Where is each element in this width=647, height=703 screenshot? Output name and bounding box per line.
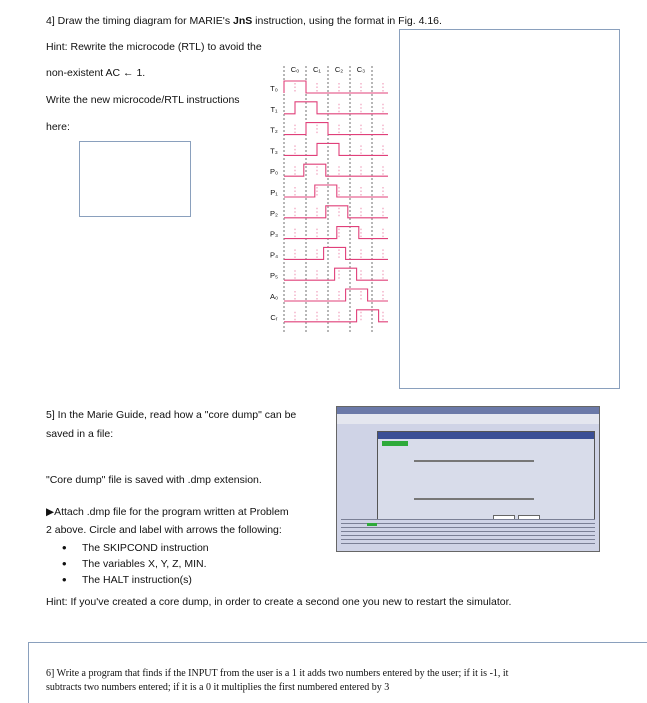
timing-column-label: C₀ — [290, 65, 300, 74]
q4-hint: Hint: Rewrite the microcode (RTL) to avoid the — [46, 41, 262, 53]
timing-column-label: C₁ — [313, 65, 321, 74]
timing-row-label: P₂ — [270, 208, 278, 218]
timing-waveform — [284, 247, 388, 259]
q5-line2: saved in a file: — [46, 428, 114, 440]
timing-row-label: T₁ — [270, 104, 278, 114]
timing-clock-guides — [284, 66, 388, 332]
q6-line2: subtracts two numbers entered; if it is a 0 it multiplies the first numbered entered by 3 — [46, 682, 390, 693]
marie-simulator-screenshot — [336, 406, 600, 552]
sim-green-label — [382, 441, 408, 446]
timing-column-label: C₃ — [356, 65, 366, 74]
q5-bullet-item: • The HALT instruction(s) — [62, 572, 209, 588]
timing-row-label: P₅ — [269, 271, 279, 281]
q5-hint: Hint: If you've created a core dump, in order to create a second one you new to restart the simulator. — [46, 596, 512, 608]
q4-here: here: — [46, 121, 70, 133]
q4-title-prefix: 4] Draw the timing diagram for MARIE's — [46, 15, 233, 27]
timing-waveform — [284, 102, 388, 114]
timing-waveform — [284, 185, 388, 197]
timing-row-label: Cᵣ — [270, 312, 278, 322]
timing-waveform — [284, 206, 388, 218]
timing-waves — [284, 81, 388, 322]
timing-row-label: P₀ — [269, 167, 279, 177]
timing-waveform — [284, 143, 388, 155]
timing-waveform — [284, 227, 388, 239]
q5-attach-1: ▶Attach .dmp file for the program written at Problem — [46, 506, 289, 518]
q4-title-bold: JnS — [232, 15, 253, 27]
rtl-answer-box[interactable] — [79, 141, 191, 217]
sim-memory-grid-green — [367, 523, 377, 526]
q5-attach-2: 2 above. Circle and label with arrows the following: — [46, 524, 282, 536]
q5-bullet-item: • The SKIPCOND instruction — [62, 540, 209, 556]
timing-row-label: P₃ — [269, 229, 279, 239]
timing-row-labels — [270, 84, 278, 322]
q5-bullet-item: • The variables X, Y, Z, MIN. — [62, 556, 209, 572]
timing-waveform — [284, 268, 388, 280]
q4-title — [46, 15, 442, 28]
q5-answer: "Core dump" file is saved with .dmp extension. — [46, 474, 262, 486]
sim-memory-grid — [341, 519, 595, 547]
timing-waveform — [284, 81, 388, 93]
timing-answer-box[interactable] — [399, 29, 620, 389]
timing-row-label: T₀ — [270, 84, 278, 93]
sim-titlebar — [337, 407, 599, 414]
sim-menubar — [337, 414, 599, 424]
timing-waveform — [284, 310, 388, 322]
timing-row-label: P₄ — [269, 250, 279, 260]
sim-slider-1 — [414, 460, 534, 462]
sim-dialog-titlebar — [378, 432, 594, 439]
timing-column-label: C₂ — [334, 65, 344, 74]
q4-write: Write the new microcode/RTL instructions — [46, 94, 240, 106]
timing-row-label: T₃ — [270, 146, 278, 156]
sim-slider-2 — [414, 498, 534, 500]
timing-row-label: A₀ — [269, 292, 279, 301]
q4-hint-2: non-existent AC ← 1. — [46, 67, 146, 79]
timing-waveform — [284, 164, 388, 176]
timing-row-label: P₁ — [270, 188, 278, 197]
timing-waveform — [284, 123, 388, 135]
sim-dialog — [377, 431, 595, 531]
q5-bullet-list — [62, 540, 209, 588]
timing-diagram — [258, 60, 388, 340]
q6-line1: 6] Write a program that finds if the INPUT from the user is a 1 it adds two numbers entered by the user; if it is -1, it — [46, 668, 509, 679]
timing-row-label: T₂ — [270, 125, 278, 135]
timing-waveform — [284, 289, 388, 301]
q5-line1: 5] In the Marie Guide, read how a "core dump" can be — [46, 409, 297, 421]
q4-title-suffix: instruction, using the format in Fig. 4.16. — [252, 15, 442, 27]
